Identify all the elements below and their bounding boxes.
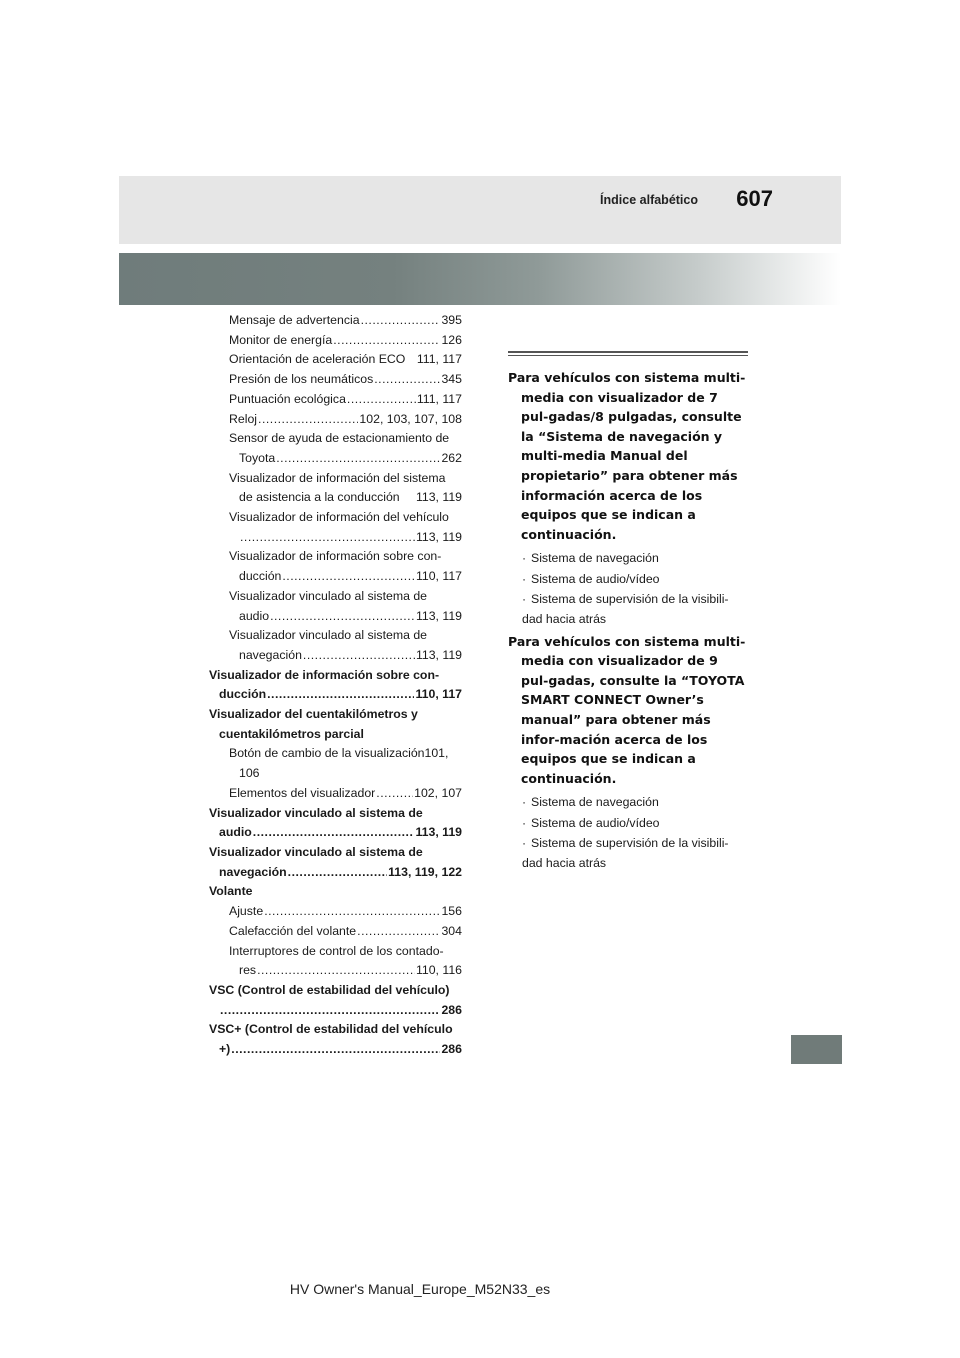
index-entry-label: Toyota [239,450,276,465]
index-entry-label: de asistencia a la conducción [239,490,400,505]
note-heading: Para vehículos con sistema multi-media con visualizador de 9 pul-gadas, consulte la “TOYOTA SMART CONNECT Owner’s manual” para obtener más infor-mación acerca de los equipos que se indican a continuación. [508,633,746,786]
index-entry [209,666,462,705]
index-entry-label: Presión de los neumáticos [229,372,374,387]
bullet-icon: · [522,591,527,606]
index-entry-label: Calefacción del volante [229,923,357,938]
bullet-icon: · [522,795,527,810]
note-list-item [508,589,748,630]
note-list-item-text: Sistema de supervisión de la visibili-dad hacia atrás [522,591,729,627]
index-entry-label: Ajuste [229,904,264,919]
bullet-icon: · [522,571,527,586]
index-entry-pages: 304 [441,923,462,938]
index-entry [209,587,462,626]
index-entry-pages: 286 [441,1042,462,1057]
index-entry-label: VSC (Control de estabilidad del vehículo) [209,982,450,997]
note-list [508,548,748,629]
index-entry-label: Interruptores de control de los contado- [229,943,444,958]
index-entry [209,1020,462,1059]
index-entry-pages: 111, 117 [416,391,462,406]
index-entry-label: 106 [239,766,260,781]
index-entry-pages: 126 [441,332,462,347]
index-entry-pages: 113, 119, 122 [388,864,462,879]
index-entry [209,331,462,351]
index-entry [209,922,462,942]
notes-rule [508,351,748,353]
index-entry [209,350,462,370]
note-list-item-text: Sistema de navegación [531,551,659,566]
index-entry [209,784,462,804]
index-entry [209,547,462,586]
index-entry [209,804,462,843]
dot-leader [231,1040,440,1060]
index-entry-pages: 395 [441,313,462,327]
index-entry [209,843,462,882]
dot-leader [276,449,440,469]
index-entry-label: Visualizador de información del sistema [229,470,446,485]
note-heading: Para vehículos con sistema multi-media con visualizador de 7 pul-gadas/8 pulgadas, consulte la “Sistema de navegación y multi-media Manual del propietario” para obtener más información acerca de los equipos que se indican a continuación. [508,370,746,542]
dot-leader [240,528,415,548]
index-entry-label: VSC+ (Control de estabilidad del vehículo [209,1022,453,1037]
index-entry-label: Visualizador vinculado al sistema de [209,844,423,859]
index-entry-pages: 102, 107 [414,785,462,800]
index-entry [209,429,462,468]
index-entry-label: navegación [219,864,287,879]
dot-leader [264,902,440,922]
index-entry [209,311,462,331]
index-entry [209,626,462,665]
index-entry-pages: 113, 119 [415,490,462,505]
index-entry-pages: 113, 119 [415,825,462,840]
index-column [209,311,462,1060]
index-entry [209,508,462,547]
index-entry-label: Botón de cambio de la visualización101, [229,746,449,761]
index-entry-pages: 111, 117 [416,352,462,367]
index-entry-label: ducción [219,687,267,702]
index-entry-pages: 113, 119 [415,647,462,662]
index-entry-label: audio [239,608,270,623]
note-list-item [508,569,748,589]
section-title: Índice alfabético [600,193,698,207]
dot-leader [303,646,415,666]
notes-rule-thin [508,355,748,356]
index-entry-label: Reloj [229,411,258,426]
note-list-item-text: Sistema de supervisión de la visibili-dad hacia atrás [522,835,729,871]
index-entry-label: Visualizador vinculado al sistema de [229,588,427,603]
bullet-icon: · [522,835,527,850]
index-entry-label: +) [219,1042,231,1057]
index-entry-label: navegación [239,647,302,662]
index-entry-pages: 113, 119 [415,608,462,623]
index-entry-label: Volante [209,884,253,899]
index-entry [209,410,462,430]
index-entry [209,469,462,508]
dot-leader [361,311,441,331]
index-entry-label: cuentakilómetros parcial [219,726,364,741]
page-header [119,176,841,244]
index-entry-pages: 102, 103, 107, 108 [359,411,462,426]
note-list-item [508,792,748,812]
notes-column [508,351,748,875]
dot-leader [267,685,414,705]
index-entry-label: Visualizador de información del vehículo [229,510,449,525]
index-entry-label: Visualizador del cuentakilómetros y [209,707,418,722]
index-entry-label: Visualizador de información sobre con- [229,549,442,564]
index-entry-pages: 345 [441,372,462,387]
dot-leader [257,961,415,981]
index-entry-pages: 110, 116 [415,963,462,978]
index-entry-pages: 110, 117 [415,569,462,584]
index-entry-label: Elementos del visualizador [229,785,376,800]
dot-leader [374,370,440,390]
note-list-item-text: Sistema de audio/vídeo [531,815,660,830]
note-list [508,792,748,873]
index-entry [209,370,462,390]
index-entry-label: ducción [239,569,282,584]
note-block [508,632,748,874]
dot-leader [220,1001,440,1021]
index-entry [209,390,462,410]
dot-leader [357,922,440,942]
index-entry-pages: 156 [441,904,462,919]
dot-leader [333,331,440,351]
index-entry-pages: 262 [441,450,462,465]
index-entry-label: Sensor de ayuda de estacionamiento de [229,431,450,446]
index-entry-label: Mensaje de advertencia [229,313,360,327]
bullet-icon: · [522,551,527,566]
note-list-item-text: Sistema de audio/vídeo [531,571,660,586]
page-number: 607 [736,186,773,211]
index-entry-pages: 286 [441,1002,462,1017]
note-list-item [508,813,748,833]
footer-doc-id: HV Owner's Manual_Europe_M52N33_es [289,1281,551,1297]
index-entry [209,942,462,981]
bullet-icon: · [522,815,527,830]
index-entry-label: Visualizador de información sobre con- [209,667,440,682]
index-entry [209,981,462,1020]
dot-leader [376,784,413,804]
index-entry [209,902,462,922]
index-entry-label: Visualizador vinculado al sistema de [209,805,423,820]
note-list-item [508,833,748,874]
dot-leader [270,607,415,627]
index-entry-label: Orientación de aceleración ECO [229,352,406,367]
dot-leader [253,823,415,843]
index-entry-label: res [239,963,257,978]
dot-leader [282,567,415,587]
index-entry [209,882,462,902]
note-list-item-text: Sistema de navegación [531,795,659,810]
chapter-side-tab [791,1035,842,1064]
index-entry-label: Visualizador vinculado al sistema de [229,628,427,643]
header-gradient-band [119,253,841,305]
dot-leader [288,863,387,883]
note-block [508,368,748,630]
index-entry-label: Monitor de energía [229,332,333,347]
index-entry-pages: 110, 117 [415,687,462,702]
index-entry [209,744,462,783]
note-list-item [508,548,748,568]
index-entry-pages: 113, 119 [415,529,462,544]
index-entry-label: Puntuación ecológica [229,391,346,406]
dot-leader [258,410,358,430]
dot-leader [347,390,416,410]
index-entry [209,705,462,744]
index-entry-label: audio [219,825,252,840]
